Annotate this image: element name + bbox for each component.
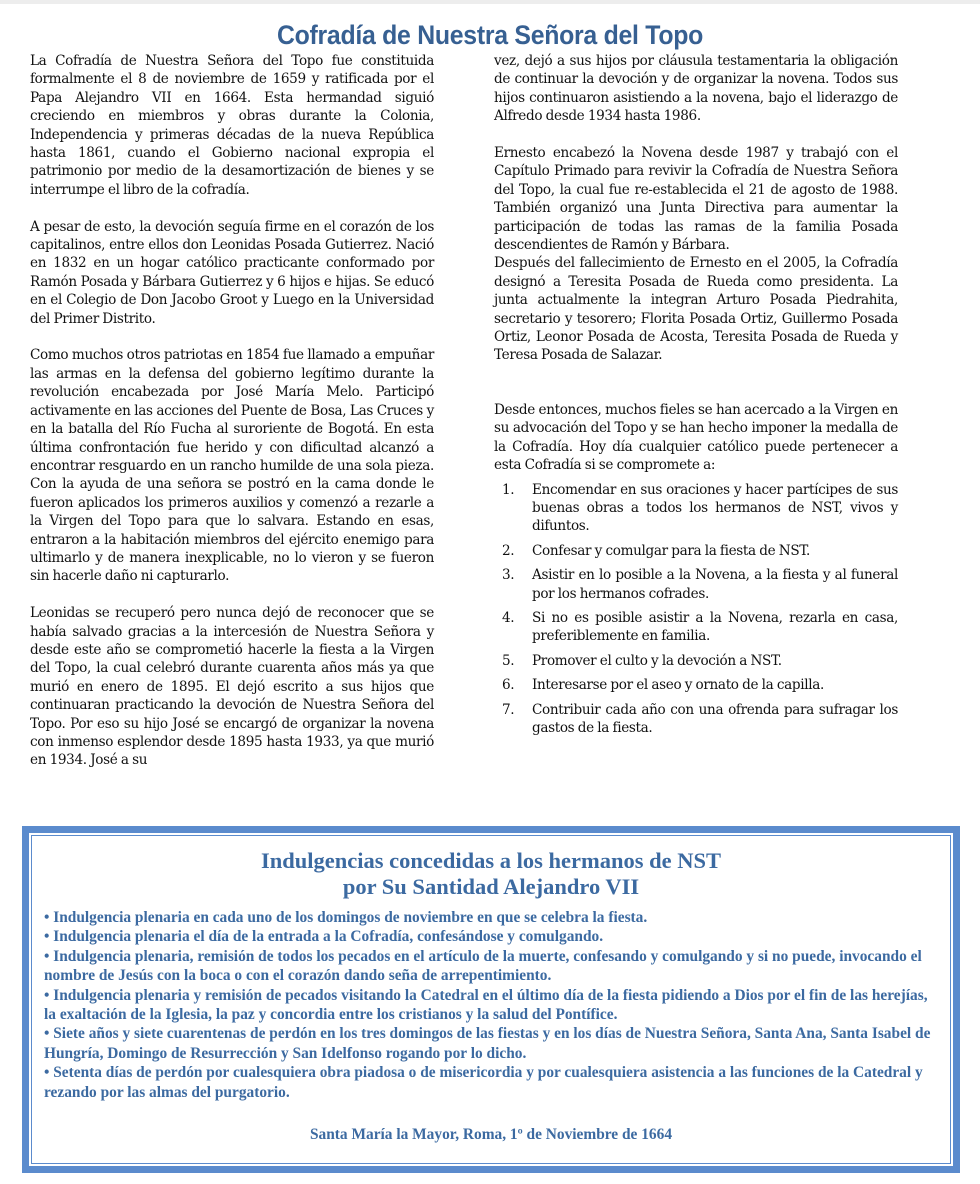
indulgence-item: • Indulgencia plenaria, remisión de todos los pecados en el artículo de la muerte, confesando y comulgando y si no puede, invocando el nombre de Jesús con la boca o con el corazón dando seña de arrepentimiento. [44, 947, 922, 985]
pledge-text: Promover el culto y la devoción a NST. [532, 652, 782, 669]
indulgences-title-line2: por Su Santidad Alejandro VII [342, 874, 640, 899]
indulgence-item: • Setenta días de perdón por cualesquiera obra piadosa o de misericordia y por cualesquiera asistencia a las funciones de la Catedral y rezando por las almas del purgatorio. [44, 1064, 923, 1101]
paragraph-leonidas-promise: Leonidas se recuperó pero nunca dejó de reconocer que se había salvado gracias a la intercesión de Nuestra Señora y desde este año se comprometió hacerle la fiesta a la Virgen del Topo, la cual celebró durante cuarenta años más ya que murió en enero de 1895. El dejó escrito a sus hijos que continuaran practicando la devoción de Nuestra Señora del Topo. Por eso su hijo José se encargó de organizar la novena con inmenso esplendor desde 1895 hasta 1933, ya que murió en 1934. José a su [30, 605, 434, 769]
pledge-text: Interesarse por el aseo y ornato de la capilla. [532, 677, 824, 694]
indulgences-list [44, 908, 942, 1102]
pledge-text: Asistir en lo posible a la Novena, a la fiesta y al funeral por los hermanos cofrades. [532, 567, 898, 602]
indulgence-item: • Siete años y siete cuarentenas de perdón en los tres domingos de las fiestas y en los días de Nuestra Señora, Santa Ana, Santa Isabel de Hungría, Domingo de Resurrección y San Idelfonso rogando por lo dicho. [44, 1025, 931, 1062]
pledge-text: Confesar y comulgar para la fiesta de NST. [532, 542, 810, 559]
indulgences-box-inner-border [31, 835, 951, 1164]
page-title: Cofradía de Nuestra Señora del Topo [276, 20, 704, 51]
pledge-number: 4. [502, 609, 515, 626]
pledge-item [494, 652, 898, 670]
paragraph-ernesto: Ernesto encabezó la Novena desde 1987 y trabajó con el Capítulo Primado para revivir la Cofradía de Nuestra Señora del Topo, la cual fue re-establecida el 21 de agosto de 1988. También organizó una Junta Directiva para aumentar la participación de todas las ramas de la familia Posada descendientes de Ramón y Bárbara. [494, 145, 898, 254]
pledge-text: Contribuir cada año con una ofrenda para sufragar los gastos de la fiesta. [532, 701, 898, 736]
indulgences-box [22, 826, 960, 1173]
pledge-number: 5. [502, 652, 515, 669]
pledge-item [494, 481, 898, 536]
indulgences-title [32, 848, 950, 900]
right-column [494, 52, 898, 743]
indulgence-item: • Indulgencia plenaria el día de la entrada a la Cofradía, confesándose y comulgando. [44, 928, 604, 946]
indulgences-signature: Santa María la Mayor, Roma, 1º de Noviembre de 1664 [309, 1126, 673, 1143]
pledge-text: Encomendar en sus oraciones y hacer partícipes de sus buenas obras a todos los hermanos de NST, vivos y difuntos. [532, 481, 898, 535]
left-column [30, 52, 434, 770]
pledge-number: 2. [502, 542, 515, 559]
indulgences-title-line1: Indulgencias concedidas a los hermanos de NST [260, 848, 722, 873]
pledge-number: 3. [502, 567, 515, 584]
pledge-number: 6. [502, 677, 515, 694]
pledge-number: 1. [502, 481, 515, 498]
pledge-item [494, 542, 898, 560]
pledge-item [494, 566, 898, 603]
pledge-number: 7. [502, 701, 515, 718]
paragraph-leonidas-birth: A pesar de esto, la devoción seguía firme en el corazón de los capitalinos, entre ellos don Leonidas Posada Gutierrez. Nació en 1832 en un hogar católico practicante conformado por Ramón Posada y Bárbara Gutierrez y 6 hijos e hijas. Se educó en el Colegio de Don Jacobo Groot y Luego en la Universidad del Primer Distrito. [30, 218, 434, 327]
paragraph-jose-children: vez, dejó a sus hijos por cláusula testamentaria la obligación de continuar la devoción y de organizar la novena. Todos sus hijos continuaron asistiendo a la novena, bajo el liderazgo de Alfredo desde 1934 hasta 1986. [494, 53, 898, 125]
page-top-strip [0, 0, 980, 4]
paragraph-junta: Después del fallecimiento de Ernesto en el 2005, la Cofradía designó a Teresita Posada de Rueda como presidenta. La junta actualmente la integran Arturo Posada Piedrahita, secretario y tesorero; Florita Posada Ortiz, Guillermo Posada Ortiz, Leonor Posada de Acosta, Teresita Posada de Rueda y Teresa Posada de Salazar. [494, 255, 898, 364]
indulgence-item: • Indulgencia plenaria en cada uno de los domingos de noviembre en que se celebra la fiesta. [44, 909, 648, 926]
pledges-list [494, 481, 898, 738]
paragraph-founding: La Cofradía de Nuestra Señora del Topo fue constituida formalmente el 8 de noviembre de 1659 y ratificada por el Papa Alejandro VII en 1664. Esta hermandad siguió creciendo en miembros y obras durante la Colonia, Independencia y primeras décadas de la nueva República hasta 1861, cuando el Gobierno nacional expropia el patrimonio por medio de la desamortización de bienes y se interrumpe el libro de la cofradía. [30, 53, 434, 198]
pledge-item [494, 676, 898, 694]
pledge-text: Si no es posible asistir a la Novena, rezarla en casa, preferiblemente en familia. [532, 609, 898, 645]
paragraph-membership: Desde entonces, muchos fieles se han acercado a la Virgen en su advocación del Topo y se han hecho imponer la medalla de la Cofradía. Hoy día cualquier católico puede pertenecer a esta Cofradía si se compromete a: [494, 401, 898, 474]
pledge-item [494, 701, 898, 738]
paragraph-revolution: Como muchos otros patriotas en 1854 fue llamado a empuñar las armas en la defensa del gobierno legítimo durante la revolución encabezada por José María Melo. Participó activamente en las acciones del Puente de Bosa, Las Cruces y en la batalla del Río Fucha al suroriente de Bogotá. En esta última confrontación fue herido y con dificultad alcanzó a encontrar resguardo en un rancho humilde de una sola pieza. Con la ayuda de una señora se postró en la cama donde le fueron aplicados los primeros auxilios y comenzó a rezarle a la Virgen del Topo para que lo salvara. Estando en esas, entraron a la habitación miembros del ejército enemigo para ultimarlo y de manera inexplicable, no lo vieron y se fueron sin hacerle daño ni capturarlo. [30, 347, 434, 585]
indulgence-item: • Indulgencia plenaria y remisión de pecados visitando la Catedral en el último día de la fiesta pidiendo a Dios por el fin de las herejías, la exaltación de la Iglesia, la paz y concordia entre los cristianos y la salud del Pontífice. [44, 986, 928, 1024]
pledge-item [494, 609, 898, 646]
